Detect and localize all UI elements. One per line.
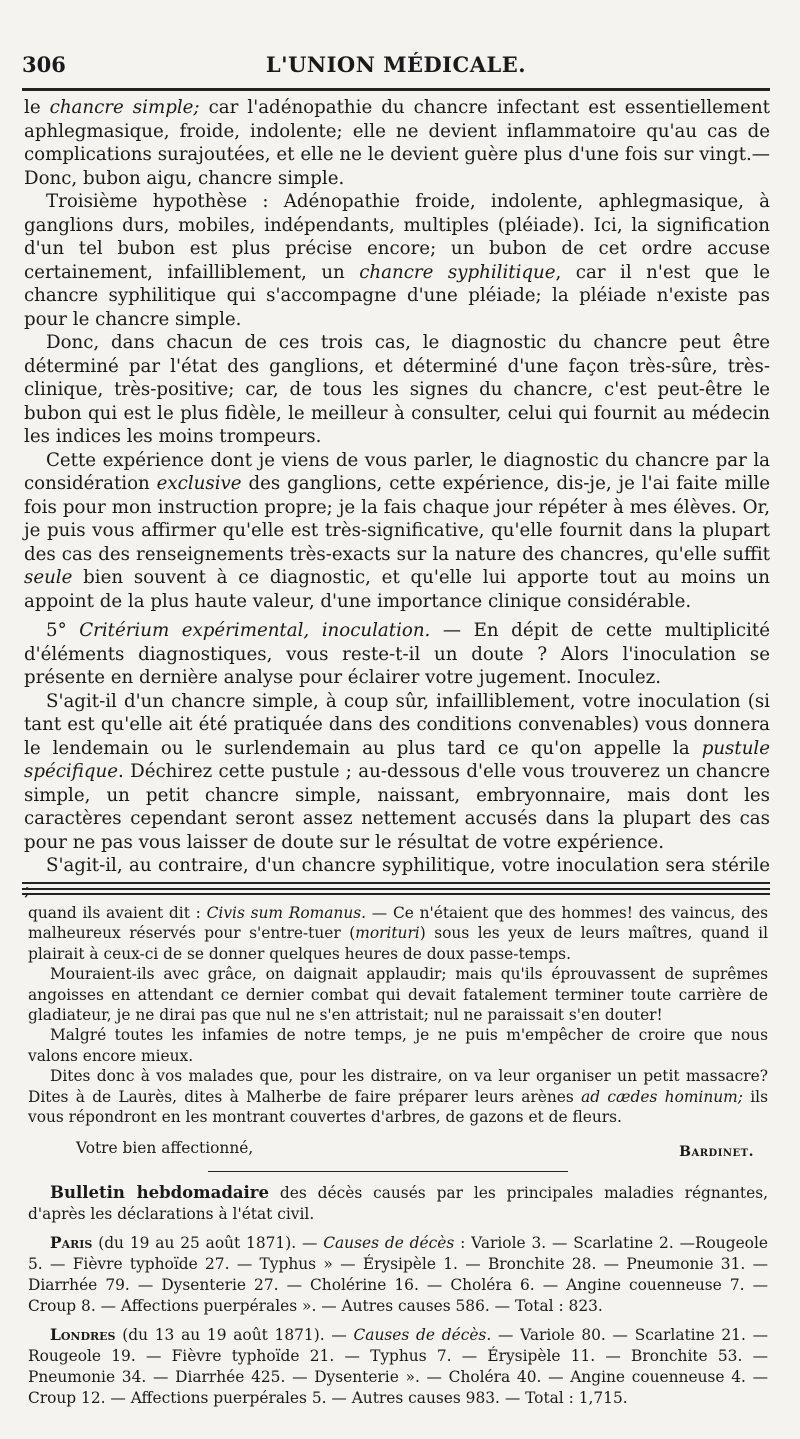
city-london: Londres xyxy=(50,1326,116,1344)
author-name: Bardinet. xyxy=(679,1144,754,1160)
paragraph: Donc, dans chacun de ces trois cas, le diagnostic du chancre peut être déterminé par l'état des ganglions, et déterminé d'une façon très-sûre, très-clinique, très-positive; car, de tous les signes du chancre, c'est peut-être le bubon qui est le plus fidèle, le meilleur à consulter, celui qui fournit au médecin les indices les moins trompeurs. xyxy=(24,332,770,447)
paragraph: Dites donc à vos malades que, pour les distraire, on va leur organiser un petit massacre? Dites à de Laurès, dites à Malherbe de faire préparer leurs arènes ad cædes hominum; ils vous répondront en les montrant couvertes d'arbres, de gazons et de fleurs. xyxy=(28,1067,769,1127)
paragraph: Mouraient-ils avec grâce, on daignait applaudir; mais qu'ils éprouvassent de suprêmes angoisses en attendant ce dernier combat qui devait fatalement terminer toute carrière de gladiateur, je ne dirai pas que nul ne s'en attristait; nul ne paraissait s'en douter! xyxy=(28,965,768,1025)
paragraph: quand ils avaient dit : Civis sum Romanus. — Ce n'étaient que des hommes! des vaincus, des malheureux réservés pour s'entre-tuer (morituri) sous les yeux de leurs maîtres, quand il plairait à ceux-ci de se donner quelques heures de doux passe-temps. xyxy=(28,904,769,963)
paris-stats: Paris (du 19 au 25 août 1871). — Causes de décès : Variole 3. — Scarlatine 2. —Rougeole 5. — Fièvre typhoïde 27. — Typhus » — Érysipèle 1. — Bronchite 28. — Pneumonie 31. — Diarrhée 79. — Dysenterie 27. — Cholérine 16. — Choléra 6. — Angine couenneuse 7. — Croup 8. — Affections puerpérales ». — Autres causes 586. — Total : 823. xyxy=(28,1234,768,1315)
header-rule xyxy=(22,88,770,91)
paragraph: le chancre simple; car l'adénopathie du chancre infectant est essentiellement aphlegmasique, froide, indolente; elle ne devient inflammatoire qu'au cas de complications surajoutées, et elle ne le devient guère plus d'une fois sur vingt.—Donc, bubon aigu, chancre simple. xyxy=(24,97,770,189)
bulletin-section xyxy=(28,1182,768,1409)
london-stats: Londres (du 13 au 19 août 1871). — Causes de décès. — Variole 80. — Scarlatine 21. — Rougeole 19. — Fièvre typhoïde 21. — Typhus 7. — Érysipèle 11. — Bronchite 53. — Pneumonie 34. — Diarrhée 425. — Dysenterie ». — Choléra 40. — Angine couenneuse 4. — Croup 12. — Affections puerpérales 5. — Autres causes 983. — Total : 1,715. xyxy=(28,1326,768,1407)
closing-greeting: Votre bien affectionné, xyxy=(76,1139,254,1157)
paragraph: S'agit-il, au contraire, d'un chancre syphilitique, votre inoculation sera stérile ; xyxy=(24,855,770,900)
bulletin-separator xyxy=(208,1171,568,1172)
paragraph: Troisième hypothèse : Adénopathie froide, indolente, aphlegmasique, à ganglions durs, mobiles, indépendants, multiples (pléiade). Ici, la signification d'un tel bubon est plus précise encore; un bubon de cet ordre accuse certainement, infailliblement, un chancre syphilitique, car il n'est que le chancre syphilitique qui s'accompagne d'une pléiade; la pléiade n'existe pas pour le chancre simple. xyxy=(24,191,770,330)
feuilleton-separator xyxy=(22,882,770,890)
paragraph: Malgré toutes les infamies de notre temps, je ne puis m'empêcher de croire que nous valons encore mieux. xyxy=(28,1026,768,1065)
bulletin-intro: Bulletin hebdomadaire des décès causés par les principales maladies régnantes, d'après les déclarations à l'état civil. xyxy=(28,1183,768,1223)
section-heading-paragraph: 5° Critérium expérimental, inoculation. — En dépit de cette multiplicité d'éléments diagnostiques, vous reste-t-il un doute ? Alors l'inoculation se présente en dernière analyse pour éclairer votre jugement. Inoculez. xyxy=(24,620,771,688)
city-paris: Paris xyxy=(50,1234,93,1252)
page-header xyxy=(22,44,770,84)
journal-title: L'UNION MÉDICALE. xyxy=(265,52,527,77)
paragraph: S'agit-il d'un chancre simple, à coup sûr, infailliblement, votre inoculation (si tant est qu'elle ait été pratiquée dans des conditions convenables) vous donnera le lendemain ou le surlendemain au plus tard ce qu'on appelle la pustule spécifique. Déchirez cette pustule ; au-dessous d'elle vous trouverez un chancre simple, un petit chancre simple, naissant, embryonnaire, mais dont les caractères cependant seront assez nettement accusés dans la plupart des cas pour ne pas vous laisser de doute sur le résultat de votre expérience. xyxy=(24,690,770,853)
paragraph: Cette expérience dont je viens de vous parler, le diagnostic du chancre par la considération exclusive des ganglions, cette expérience, dis-je, je l'ai faite mille fois pour mon instruction propre; je la fais chaque jour répéter à mes élèves. Or, je puis vous affirmer qu'elle est très-significative, qu'elle fournit dans la plupart des cas des renseignements très-exacts sur la nature des chancres, qu'elle suffit seule bien souvent à ce diagnostic, et qu'elle lui apporte tout au moins un appoint de la plus haute valeur, d'une importance clinique considérable. xyxy=(24,449,770,612)
page-number: 306 xyxy=(22,52,66,77)
feuilleton-separator-secondary xyxy=(22,893,770,895)
bulletin-heading: Bulletin hebdomadaire xyxy=(50,1183,270,1202)
main-article xyxy=(24,96,770,901)
feuilleton xyxy=(28,903,768,1127)
